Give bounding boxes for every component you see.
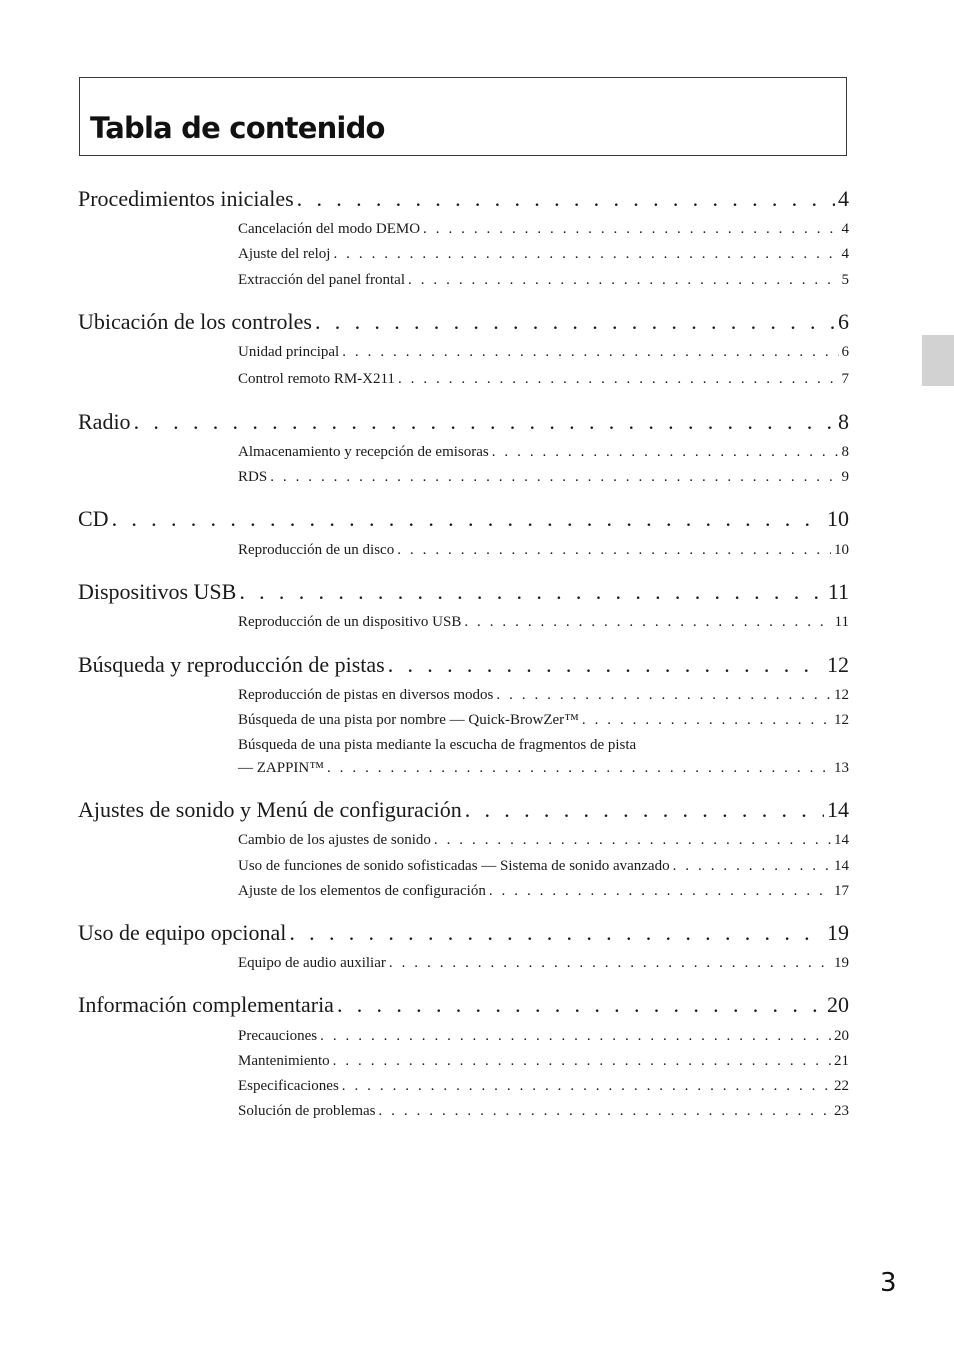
toc-item-label-line1[interactable]: Búsqueda de una pista mediante la escucha de fragmentos de pista [238,737,637,753]
toc-section-page: 10 [827,506,849,531]
toc-section[interactable] [78,992,849,1018]
toc-leader [408,272,838,289]
toc-leader [320,1028,831,1045]
toc-item-page: 23 [834,1103,849,1119]
toc-item-label: Unidad principal [238,344,340,360]
toc-item[interactable] [238,858,849,875]
toc-section-label: Procedimientos iniciales [78,186,294,211]
toc-section-label: Radio [78,409,131,434]
toc-leader [239,579,824,605]
toc-item-page: 21 [834,1053,849,1069]
toc-item-label: RDS [238,469,268,485]
toc-item[interactable] [238,760,849,777]
toc-item[interactable] [238,1078,849,1095]
toc-section-label: Dispositivos USB [78,579,237,604]
toc-item[interactable] [238,614,849,631]
toc-item[interactable] [238,344,849,361]
toc-item-page: 19 [834,955,849,971]
toc-item[interactable] [238,1053,849,1070]
toc-item-page: 11 [834,614,849,630]
toc-leader [389,955,831,972]
toc-section-label: Ajustes de sonido y Menú de configuración [78,797,462,822]
toc-item-label: Reproducción de un dispositivo USB [238,614,462,630]
toc-item[interactable] [238,272,849,289]
toc-item[interactable] [238,712,849,729]
toc-item-page: 12 [834,712,849,728]
toc-item-page: 10 [834,542,849,558]
toc-leader [492,444,839,461]
toc-item-label-continuation: — ZAPPIN™ [238,760,324,776]
toc-section[interactable] [78,506,849,532]
toc-leader [112,506,824,532]
toc-item-label: Ajuste de los elementos de configuración [238,883,486,899]
toc-leader [289,920,824,946]
toc-item[interactable] [238,1028,849,1045]
toc-item-label: Búsqueda de una pista por nombre — Quick-BrowZer™ [238,712,579,728]
toc-item[interactable] [238,542,849,559]
toc-section-page: 8 [838,409,849,434]
toc-section-page: 12 [827,652,849,677]
toc-section[interactable] [78,186,849,212]
toc-item-label: Cancelación del modo DEMO [238,221,421,237]
toc-leader [434,832,831,849]
toc-item-label: Reproducción de pistas en diversos modos [238,687,494,703]
toc-leader [397,542,831,559]
toc-section-page: 11 [827,579,849,604]
toc-item-page: 12 [834,687,849,703]
toc-item[interactable] [238,469,849,486]
toc-section-label: Información complementaria [78,992,334,1017]
toc-item-page: 14 [834,858,849,874]
toc-item-label: Mantenimiento [238,1053,330,1069]
toc-section-page: 19 [827,920,849,945]
toc-item-page: 5 [841,272,849,288]
toc-item-page: 22 [834,1078,849,1094]
toc-item-label: Uso de funciones de sonido sofisticadas — Sistema de sonido avanzado [238,858,670,874]
toc-leader [337,992,824,1018]
toc-leader [333,1053,831,1070]
toc-leader [388,652,824,678]
toc-section-label: Uso de equipo opcional [78,920,287,945]
toc-leader [496,687,831,704]
toc-item-page: 20 [834,1028,849,1044]
toc-section[interactable] [78,409,849,435]
toc-item-page: 14 [834,832,849,848]
toc-leader [333,246,838,263]
toc-section-page: 14 [827,797,849,822]
toc-section-page: 20 [827,992,849,1017]
toc-item-page: 17 [834,883,849,899]
toc-item[interactable] [238,955,849,972]
section-tab-marker [922,335,954,386]
toc-item-label: Extracción del panel frontal [238,272,406,288]
toc-leader [489,883,831,900]
toc-section[interactable] [78,652,849,678]
toc-item-label: Especificaciones [238,1078,339,1094]
toc-item-page: 9 [841,469,849,485]
toc-item[interactable] [238,1103,849,1120]
toc-section-label: CD [78,506,109,531]
toc-item-label: Equipo de audio auxiliar [238,955,386,971]
toc-leader [398,371,839,388]
toc-item-label: Precauciones [238,1028,318,1044]
toc-leader [342,344,838,361]
toc-leader [315,309,835,335]
toc-section-page: 4 [838,186,849,211]
toc-leader [465,797,824,823]
toc-section[interactable] [78,797,849,823]
toc-item[interactable] [238,444,849,461]
toc-item-page: 13 [834,760,849,776]
toc-section[interactable] [78,579,849,605]
toc-section-label: Búsqueda y reproducción de pistas [78,652,385,677]
toc-item[interactable] [238,371,849,388]
toc-leader [297,186,835,212]
toc-item-label: Control remoto RM-X211 [238,371,395,387]
page-number: 3 [880,1268,897,1298]
toc-section[interactable] [78,920,849,946]
toc-leader [673,858,831,875]
toc-leader [423,221,838,238]
toc-section[interactable] [78,309,849,335]
toc-leader [342,1078,831,1095]
toc-item-page: 4 [841,221,849,237]
title-box [79,77,847,156]
toc-item[interactable] [238,246,849,263]
toc-item[interactable] [238,687,849,704]
toc-item-page: 4 [841,246,849,262]
toc-item-page: 8 [841,444,849,460]
toc-item-label: Ajuste del reloj [238,246,331,262]
toc-leader [327,760,831,777]
page-title: Tabla de contenido [90,111,385,145]
toc-item-page: 6 [841,344,849,360]
toc-item[interactable] [238,883,849,900]
toc-item[interactable] [238,221,849,238]
toc-section-page: 6 [838,309,849,334]
toc-item-label: Cambio de los ajustes de sonido [238,832,431,848]
toc-item-label: Reproducción de un disco [238,542,395,558]
toc-leader [270,469,838,486]
toc-item-label: Almacenamiento y recepción de emisoras [238,444,489,460]
toc-leader [582,712,831,729]
toc-item-page: 7 [841,371,849,387]
toc-leader [464,614,831,631]
toc-item-label: Solución de problemas [238,1103,376,1119]
toc-leader [134,409,835,435]
toc-leader [378,1103,831,1120]
toc-section-label: Ubicación de los controles [78,309,312,334]
toc-item[interactable] [238,832,849,849]
